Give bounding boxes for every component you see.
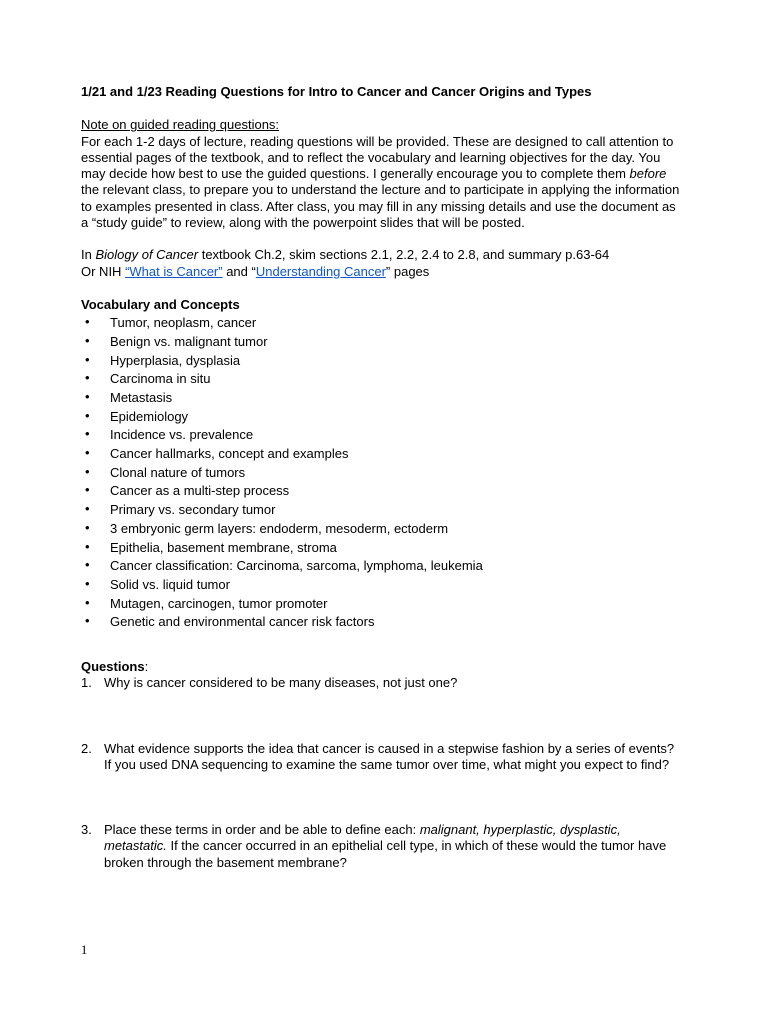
- vocab-item-text: Epithelia, basement membrane, stroma: [110, 539, 337, 555]
- understanding-cancer-link[interactable]: Understanding Cancer: [255, 263, 386, 279]
- bullet-icon: •: [85, 426, 90, 442]
- vocab-item-text: Tumor, neoplasm, cancer: [110, 315, 257, 331]
- vocab-item-text: Primary vs. secondary tumor: [110, 502, 276, 518]
- question-emphasis: malignant, hyperplastic, dysplastic, metastatic.: [104, 822, 621, 854]
- spacer: [81, 100, 681, 117]
- list-item: [81, 540, 681, 559]
- list-item: [81, 353, 681, 372]
- questions-list: [81, 675, 681, 871]
- list-item: [81, 427, 681, 446]
- list-item: [81, 483, 681, 502]
- vocab-item-text: Genetic and environmental cancer risk factors: [110, 614, 375, 630]
- vocab-item-text: Solid vs. liquid tumor: [110, 576, 230, 592]
- reading-section: [81, 247, 681, 280]
- question-text-2: If the cancer occurred in an epithelial cell type, in which of these would the tumor have broken through the basement membrane?: [104, 838, 667, 870]
- list-item: [81, 502, 681, 521]
- question-number: 1.: [81, 675, 92, 691]
- bullet-icon: •: [85, 332, 90, 348]
- questions-heading-colon: :: [144, 658, 149, 674]
- questions-heading: [81, 659, 681, 675]
- list-item: [81, 390, 681, 409]
- book-title: Biology of Cancer: [95, 247, 199, 263]
- vocab-item-text: Carcinoma in situ: [110, 371, 211, 387]
- vocab-item-text: 3 embryonic germ layers: endoderm, mesoderm, ectoderm: [110, 520, 449, 536]
- vocab-item-text: Metastasis: [110, 390, 173, 406]
- vocab-item-text: Hyperplasia, dysplasia: [110, 352, 241, 368]
- note-text-2: the relevant class, to prepare you to understand the lecture and to participate in applying the information to examples presented in class. After class, you may fill in any missing details and use the document as a “study guide” to review, along with the powerpoint slides that will be posted.: [81, 182, 680, 231]
- reading-line-2: [81, 264, 681, 280]
- question-3: [81, 822, 681, 871]
- bullet-icon: •: [85, 314, 90, 330]
- list-item: [81, 446, 681, 465]
- question-text: Why is cancer considered to be many diseases, not just one?: [104, 675, 458, 691]
- spacer: [81, 231, 681, 247]
- vocab-item-text: Mutagen, carcinogen, tumor promoter: [110, 595, 328, 611]
- document-page: [81, 84, 681, 871]
- vocab-item-text: Cancer classification: Carcinoma, sarcoma, lymphoma, leukemia: [110, 558, 483, 574]
- bullet-icon: •: [85, 613, 90, 629]
- vocab-item-text: Cancer as a multi-step process: [110, 483, 290, 499]
- question-text-1: Place these terms in order and be able to define each:: [104, 822, 420, 838]
- list-item: [81, 521, 681, 540]
- reading-line2-prefix: Or NIH: [81, 263, 126, 279]
- reading-line-1: [81, 247, 681, 263]
- bullet-icon: •: [85, 482, 90, 498]
- bullet-icon: •: [85, 389, 90, 405]
- between-links: and “: [222, 263, 256, 279]
- list-item: [81, 315, 681, 334]
- note-heading: [81, 117, 681, 133]
- list-item: [81, 371, 681, 390]
- list-item: [81, 465, 681, 484]
- list-item: [81, 614, 681, 633]
- bullet-icon: •: [85, 501, 90, 517]
- list-item: [81, 577, 681, 596]
- reading-prefix: In: [81, 247, 96, 263]
- note-text-1: For each 1-2 days of lecture, reading questions will be provided. These are designed to call attention to essential pages of the textbook, and to reflect the vocabulary and learning objectives for the day. You may decide how best to use the guided questions. I generally encourage you to complete them: [81, 133, 674, 182]
- vocab-item-text: Incidence vs. prevalence: [110, 427, 254, 443]
- list-item: [81, 334, 681, 353]
- vocab-heading: Vocabulary and Concepts: [81, 296, 240, 312]
- bullet-icon: •: [85, 538, 90, 554]
- reading-line2-suffix: ” pages: [385, 263, 430, 279]
- question-number: 3.: [81, 822, 92, 838]
- bullet-icon: •: [85, 351, 90, 367]
- reading-line1-rest: textbook Ch.2, skim sections 2.1, 2.2, 2.4 to 2.8, and summary p.63-64: [198, 247, 610, 263]
- bullet-icon: •: [85, 463, 90, 479]
- vocab-item-text: Epidemiology: [110, 408, 189, 424]
- bullet-icon: •: [85, 557, 90, 573]
- vocab-list: [81, 315, 681, 633]
- vocab-item-text: Cancer hallmarks, concept and examples: [110, 446, 349, 462]
- list-item: [81, 558, 681, 577]
- bullet-icon: •: [85, 370, 90, 386]
- question-text: What evidence supports the idea that cancer is caused in a stepwise fashion by a series of events? If you used DNA sequencing to examine the same tumor over time, what might you expect to find?: [104, 740, 675, 772]
- note-body: [81, 134, 681, 232]
- question-2: [81, 741, 681, 774]
- bullet-icon: •: [85, 445, 90, 461]
- note-section: [81, 117, 681, 231]
- list-item: [81, 596, 681, 615]
- page-number: 1: [81, 943, 88, 957]
- bullet-icon: •: [85, 594, 90, 610]
- note-emphasis: before: [629, 166, 667, 182]
- bullet-icon: •: [85, 575, 90, 591]
- question-1: [81, 675, 681, 691]
- bullet-icon: •: [85, 519, 90, 535]
- vocab-item-text: Clonal nature of tumors: [110, 464, 246, 480]
- questions-heading-text: Questions: [81, 658, 145, 674]
- what-is-cancer-link[interactable]: “What is Cancer”: [125, 263, 223, 279]
- bullet-icon: •: [85, 407, 90, 423]
- list-item: [81, 409, 681, 428]
- note-heading-text: Note on guided reading questions:: [81, 117, 280, 133]
- document-title: 1/21 and 1/23 Reading Questions for Intro to Cancer and Cancer Origins and Types: [81, 84, 592, 99]
- vocab-item-text: Benign vs. malignant tumor: [110, 333, 268, 349]
- question-number: 2.: [81, 740, 92, 756]
